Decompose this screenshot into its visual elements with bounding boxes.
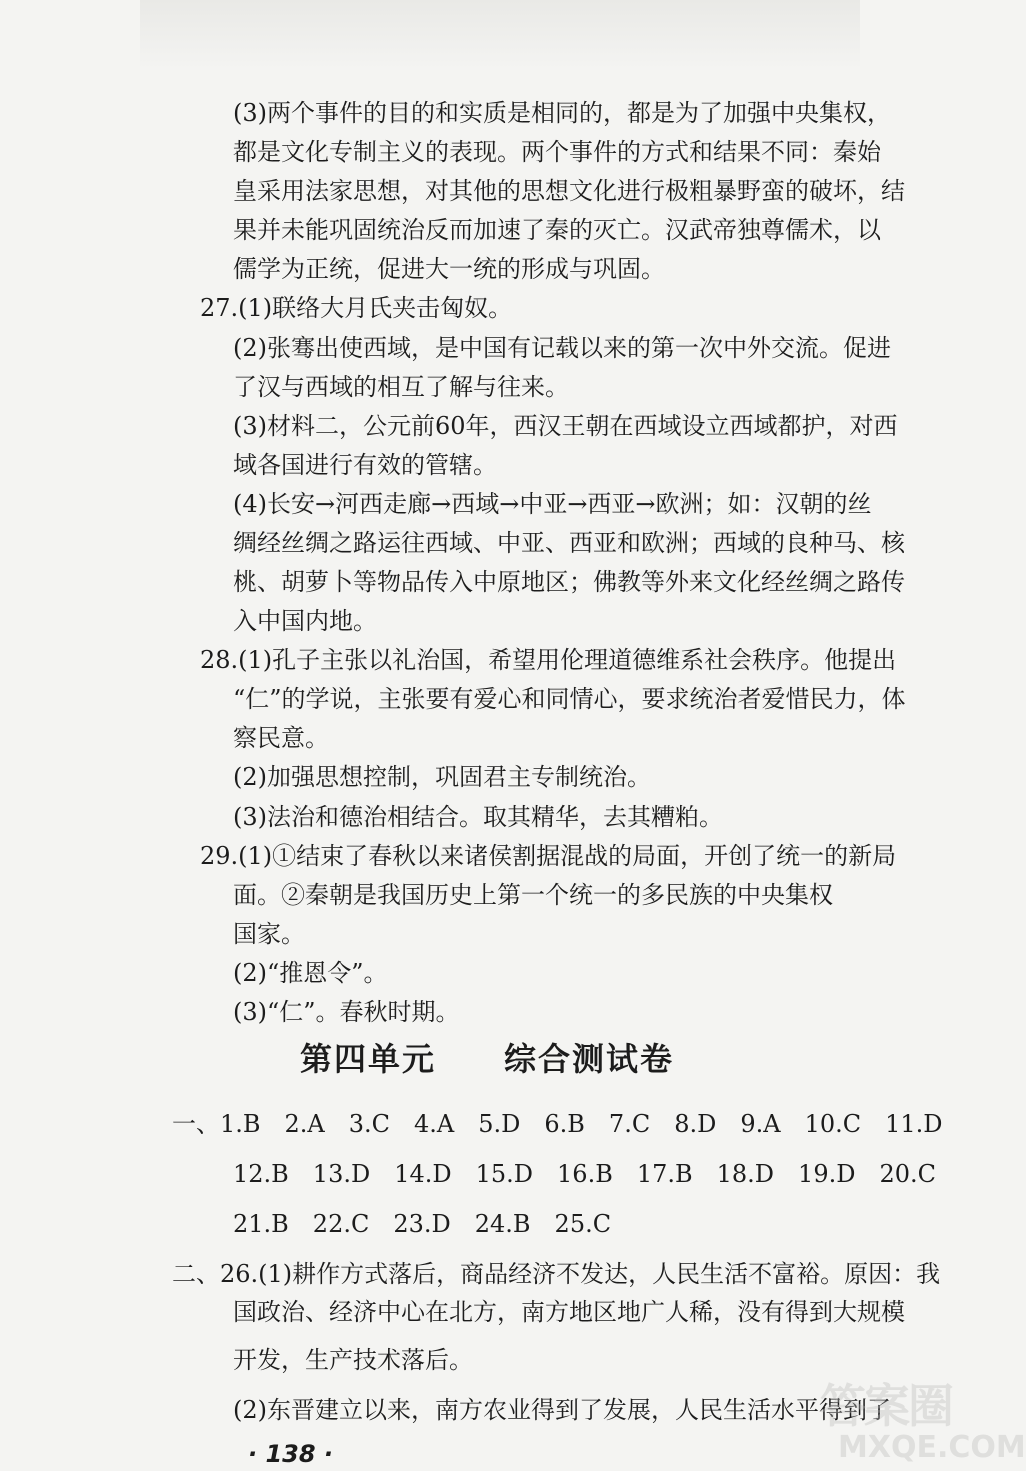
text-line: (3)两个事件的目的和实质是相同的，都是为了加强中央集权， bbox=[233, 99, 891, 127]
text-line: 域各国进行有效的管辖。 bbox=[233, 451, 497, 479]
question-27-line: 27.(1)联络大月氏夹击匈奴。 bbox=[200, 294, 513, 322]
text-line: 儒学为正统，促进大一统的形成与巩固。 bbox=[233, 255, 665, 283]
text-line: 二、26.(1)耕作方式落后，商品经济不发达，人民生活不富裕。原因：我 bbox=[172, 1260, 941, 1288]
text-line: 开发，生产技术落后。 bbox=[233, 1346, 473, 1374]
text-line: 桃、胡萝卜等物品传入中原地区；佛教等外来文化经丝绸之路传 bbox=[233, 568, 905, 596]
text-line: (3)材料二，公元前60年，西汉王朝在西域设立西域都护，对西 bbox=[233, 412, 898, 440]
text-line: (2)加强思想控制，巩固君主专制统治。 bbox=[233, 763, 651, 791]
text-line: “仁”的学说，主张要有爱心和同情心，要求统治者爱惜民力，体 bbox=[233, 685, 906, 713]
answer-key-line: 12.B 13.D 14.D 15.D 16.B 17.B 18.D 19.D 20.C bbox=[233, 1160, 936, 1188]
text-line: (2)张骞出使西域，是中国有记载以来的第一次中外交流。促进 bbox=[233, 334, 891, 362]
text-line: (3)“仁”。春秋时期。 bbox=[233, 998, 460, 1026]
answer-key-line: 一、1.B 2.A 3.C 4.A 5.D 6.B 7.C 8.D 9.A 10.C 11.D bbox=[172, 1110, 943, 1138]
page-number: · 138 · bbox=[248, 1440, 334, 1468]
text-line: (2)东晋建立以来，南方农业得到了发展，人民生活水平得到了 bbox=[233, 1396, 891, 1424]
text-line: 了汉与西域的相互了解与往来。 bbox=[233, 373, 569, 401]
question-28-line: 28.(1)孔子主张以礼治国，希望用伦理道德维系社会秩序。他提出 bbox=[200, 646, 897, 674]
watermark-text: 答案圈 bbox=[820, 1379, 952, 1433]
text-line: (4)长安→河西走廊→西域→中亚→西亚→欧洲；如：汉朝的丝 bbox=[233, 490, 872, 518]
text-line: 绸经丝绸之路运往西域、中亚、西亚和欧洲；西域的良种马、核 bbox=[233, 529, 905, 557]
text-line: 皇采用法家思想，对其他的思想文化进行极粗暴野蛮的破坏，结 bbox=[233, 177, 905, 205]
text-line: 果并未能巩固统治反而加速了秦的灭亡。汉武帝独尊儒术，以 bbox=[233, 216, 881, 244]
watermark-url: MXQE.COM bbox=[838, 1430, 1026, 1465]
watermark-logo bbox=[820, 1370, 1026, 1466]
text-line: 国家。 bbox=[233, 920, 305, 948]
text-line: 入中国内地。 bbox=[233, 607, 377, 635]
answer-key-line: 21.B 22.C 23.D 24.B 25.C bbox=[233, 1210, 612, 1238]
text-line: (2)“推恩令”。 bbox=[233, 959, 388, 987]
question-29-line: 29.(1)①结束了春秋以来诸侯割据混战的局面，开创了统一的新局 bbox=[200, 842, 897, 870]
text-line: 都是文化专制主义的表现。两个事件的方式和结果不同：秦始 bbox=[233, 138, 881, 166]
text-line: 面。②秦朝是我国历史上第一个统一的多民族的中央集权 bbox=[233, 881, 833, 909]
text-line: 国政治、经济中心在北方，南方地区地广人稀，没有得到大规模 bbox=[233, 1298, 905, 1326]
text-line: (3)法治和德治相结合。取其精华，去其糟粕。 bbox=[233, 803, 723, 831]
text-line: 察民意。 bbox=[233, 724, 329, 752]
section-title: 第四单元 综合测试卷 bbox=[300, 1040, 675, 1078]
